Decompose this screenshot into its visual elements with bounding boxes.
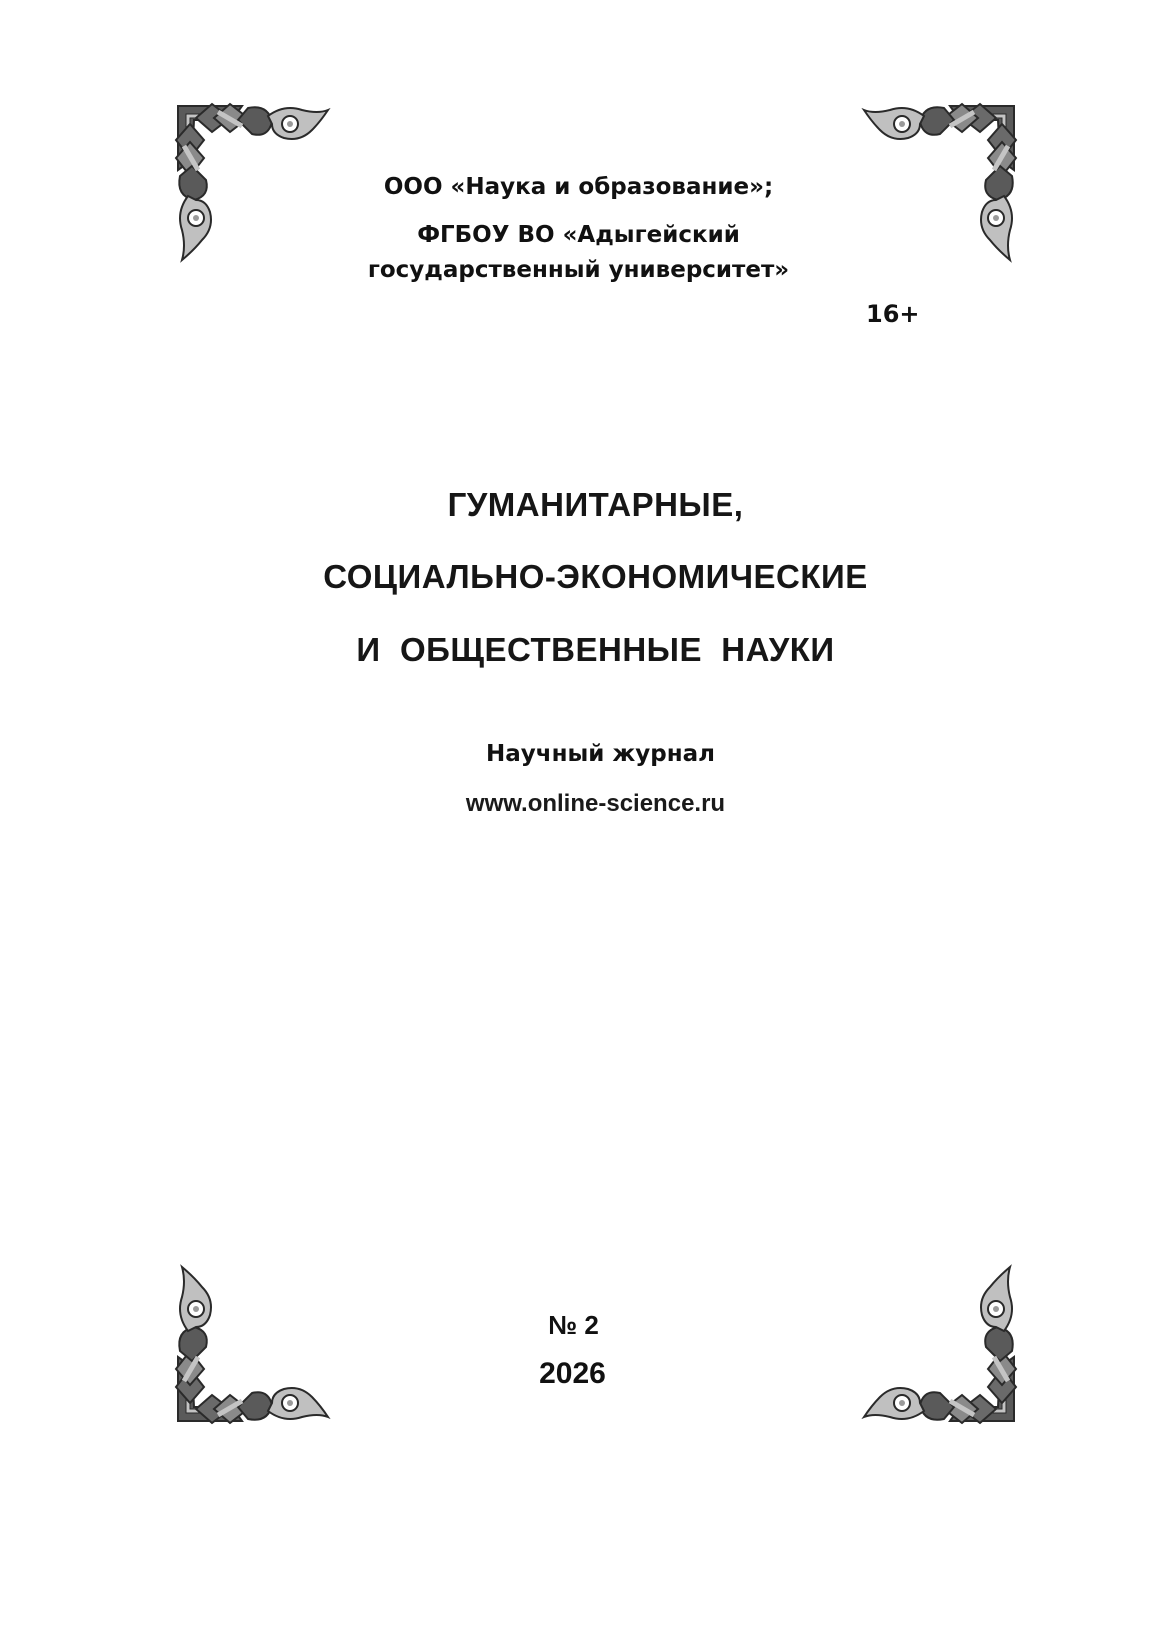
corner-ornament-bottom-left-icon [172, 1262, 332, 1427]
journal-title-line-3: И ОБЩЕСТВЕННЫЕ НАУКИ [356, 631, 835, 668]
publisher-line-3: государственный университет» [367, 257, 790, 283]
age-rating-badge: 16+ [866, 300, 920, 328]
journal-title-line-1: ГУМАНИТАРНЫЕ, [447, 486, 744, 523]
publisher-line-1: ООО «Наука и образование»; [383, 174, 774, 200]
journal-type-label: Научный журнал [486, 741, 715, 767]
corner-ornament-bottom-right-icon [860, 1262, 1020, 1427]
issue-year: 2026 [539, 1357, 606, 1390]
journal-website-link[interactable]: www.online-science.ru [465, 790, 726, 817]
publisher-line-2: ФГБОУ ВО «Адыгейский [417, 222, 740, 248]
issue-number: № 2 [548, 1310, 599, 1340]
journal-title-line-2: СОЦИАЛЬНО-ЭКОНОМИЧЕСКИЕ [323, 558, 868, 595]
